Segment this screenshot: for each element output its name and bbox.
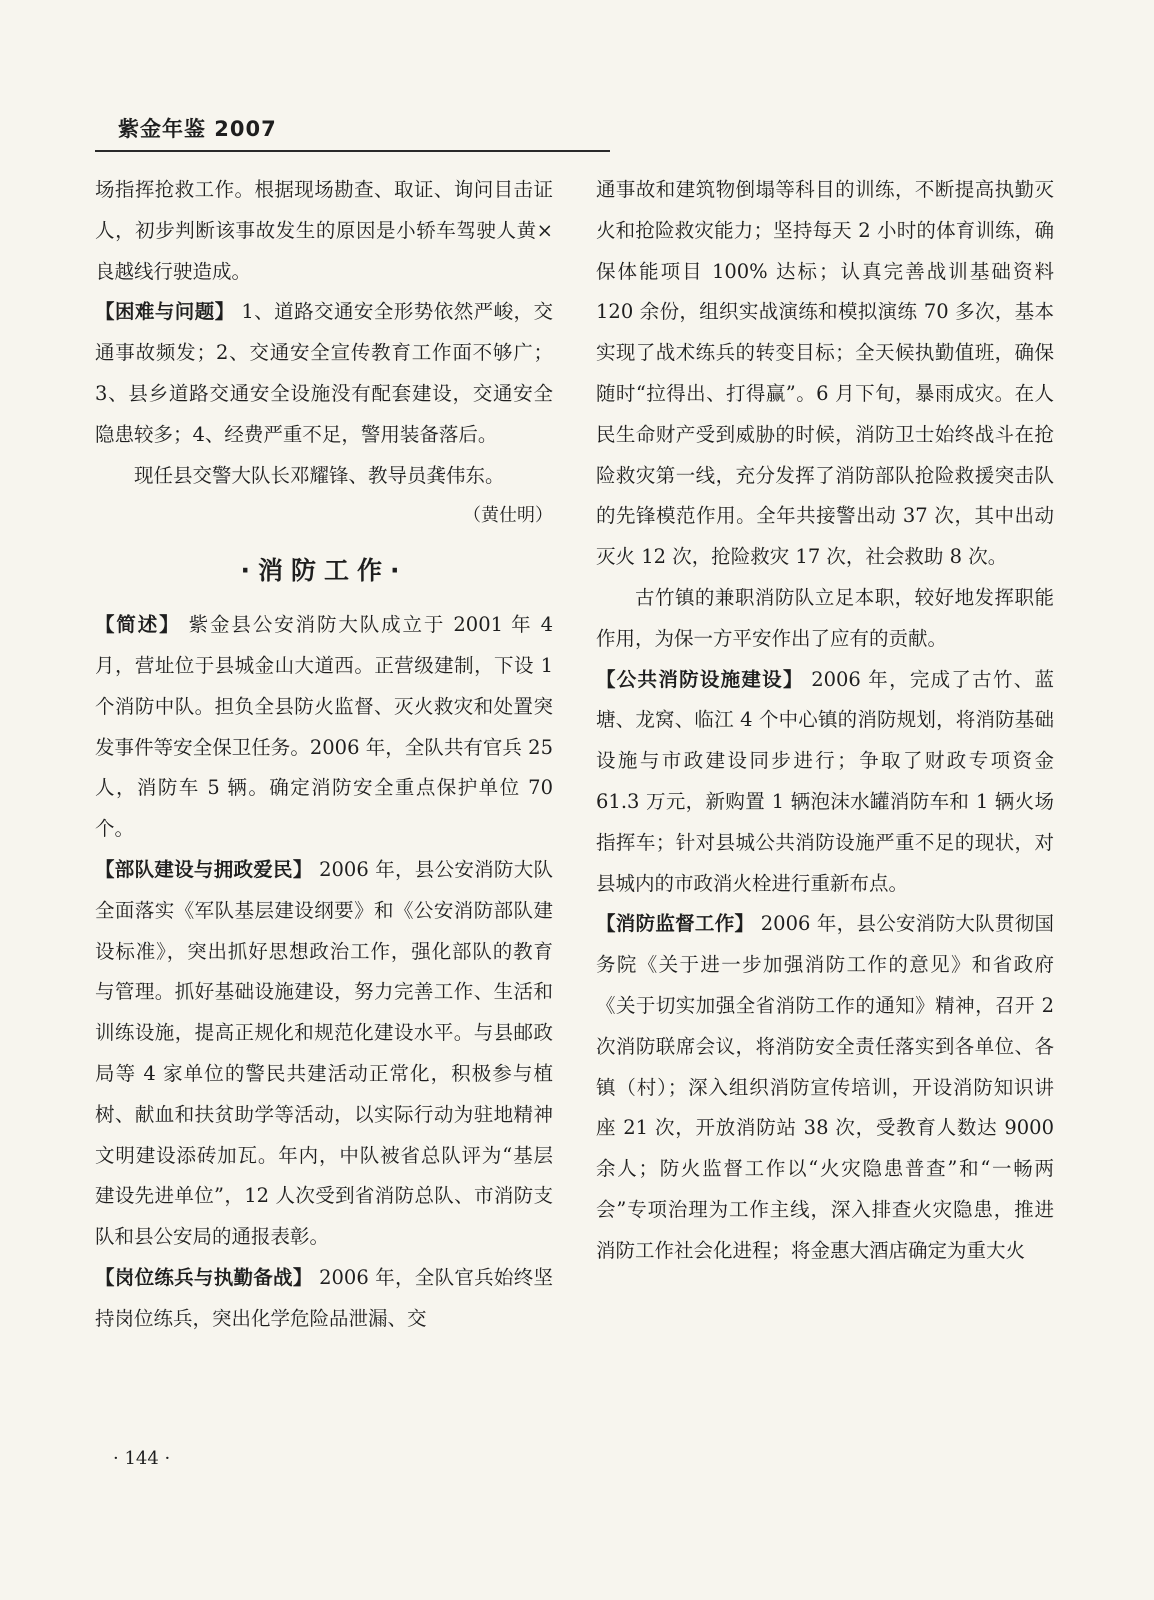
section-heading-army-building: 【部队建设与拥政爱民】 [95,857,313,881]
header-rule [95,150,610,152]
author-signature: （黄仕明） [463,505,553,527]
section-title-fire-work: ·消防工作· [240,556,408,586]
paragraph-supervision [596,904,1054,1271]
section-body-public-facilities: 2006 年，完成了古竹、蓝塘、龙窝、临江 4 个中心镇的消防规划，将消防基础设施与市政建设同步进行；争取了财政专项资金 61.3 万元，新购置 1 辆泡沫水罐消防车和 1 辆火场指挥车；针对县城公共消防设施严重不足的现状，对县城内的市政消火栓进行重新布点。 [596,667,1054,895]
section-heading-difficulties: 【困难与问题】 [95,300,235,324]
paragraph-training [95,1258,553,1340]
section-body-overview: 紫金县公安消防大队成立于 2001 年 4 月，营址位于县城金山大道西。正营级建制，下设 1 个消防中队。担负全县防火监督、灭火救灾和处置突发事件等安全保卫任务。2006 年，全队共有官兵 25 人，消防车 5 辆。确定消防安全重点保护单位 70 个。 [95,613,553,841]
paragraph-training-continued: 通事故和建筑物倒塌等科目的训练，不断提高执勤灭火和抢险救灾能力；坚持每天 2 小时的体育训练，确保体能项目 100% 达标；认真完善战训基础资料 120 余份，组织实战演练和模拟演练 70 多次，基本实现了战术练兵的转变目标；全天候执勤值班，确保随时“拉得出、打得赢”。6 月下旬，暴雨成灾。在人民生命财产受到威胁的时候，消防卫士始终战斗在抢险救灾第一线，充分发挥了消防部队抢险救援突击队的先锋模范作用。全年共接警出动 37 次，其中出动灭火 12 次，抢险救灾 17 次，社会救助 8 次。 [596,178,1054,569]
paragraph-accident-cause: 场指挥抢救工作。根据现场勘查、取证、询问目击证人，初步判断该事故发生的原因是小轿车驾驶人黄×良越线行驶造成。 [95,178,553,283]
page-number: · 144 · [113,1448,171,1469]
section-body-army-building: 2006 年，县公安消防大队全面落实《军队基层建设纲要》和《公安消防部队建设标准》，突出抓好思想政治工作，强化部队的教育与管理。抓好基础设施建设，努力完善工作、生活和训练设施，提高正规化和规范化建设水平。与县邮政局等 4 家单位的警民共建活动正常化，积极参与植树、献血和扶贫助学等活动，以实际行动为驻地精神文明建设添砖加瓦。年内，中队被省总队评为“基层建设先进单位”，12 人次受到省消防总队、市消防支队和县公安局的通报表彰。 [95,857,553,1249]
paragraph-public-facilities [596,660,1054,905]
left-column [95,170,553,1340]
section-body-difficulties: 1、道路交通安全形势依然严峻，交通事故频发；2、交通安全宣传教育工作面不够广；3、县乡道路交通安全设施没有配套建设，交通安全隐患较多；4、经费严重不足，警用装备落后。 [95,300,553,446]
section-heading-training: 【岗位练兵与执勤备战】 [95,1265,313,1289]
section-heading-public-facilities: 【公共消防设施建设】 [596,667,804,691]
section-body-supervision: 2006 年，县公安消防大队贯彻国务院《关于进一步加强消防工作的意见》和省政府《关于切实加强全省消防工作的通知》精神，召开 2 次消防联席会议，将消防安全责任落实到各单位、各镇（村）；深入组织消防宣传培训，开设消防知识讲座 21 次，开放消防站 38 次，受教育人数达 9000 余人；防火监督工作以“火灾隐患普查”和“一畅两会”专项治理为工作主线，深入排查火灾隐患，推进消防工作社会化进程；将金惠大酒店确定为重大火 [596,912,1054,1262]
running-header: 紫金年鉴 2007 [118,117,277,141]
paragraph-overview [95,605,553,850]
paragraph-army-building [95,850,553,1258]
section-body-training: 2006 年，全队官兵始终坚持岗位练兵，突出化学危险品泄漏、交 [95,1265,553,1330]
paragraph-difficulties [95,292,553,455]
paragraph-current-leaders: 现任县交警大队长邓耀锋、教导员龚伟东。 [134,463,505,487]
section-heading-supervision: 【消防监督工作】 [596,912,755,936]
section-heading-overview: 【简述】 [95,613,181,637]
right-column [596,170,1054,1272]
paragraph-guzhu-volunteers: 古竹镇的兼职消防队立足本职，较好地发挥职能作用，为保一方平安作出了应有的贡献。 [596,585,1054,650]
